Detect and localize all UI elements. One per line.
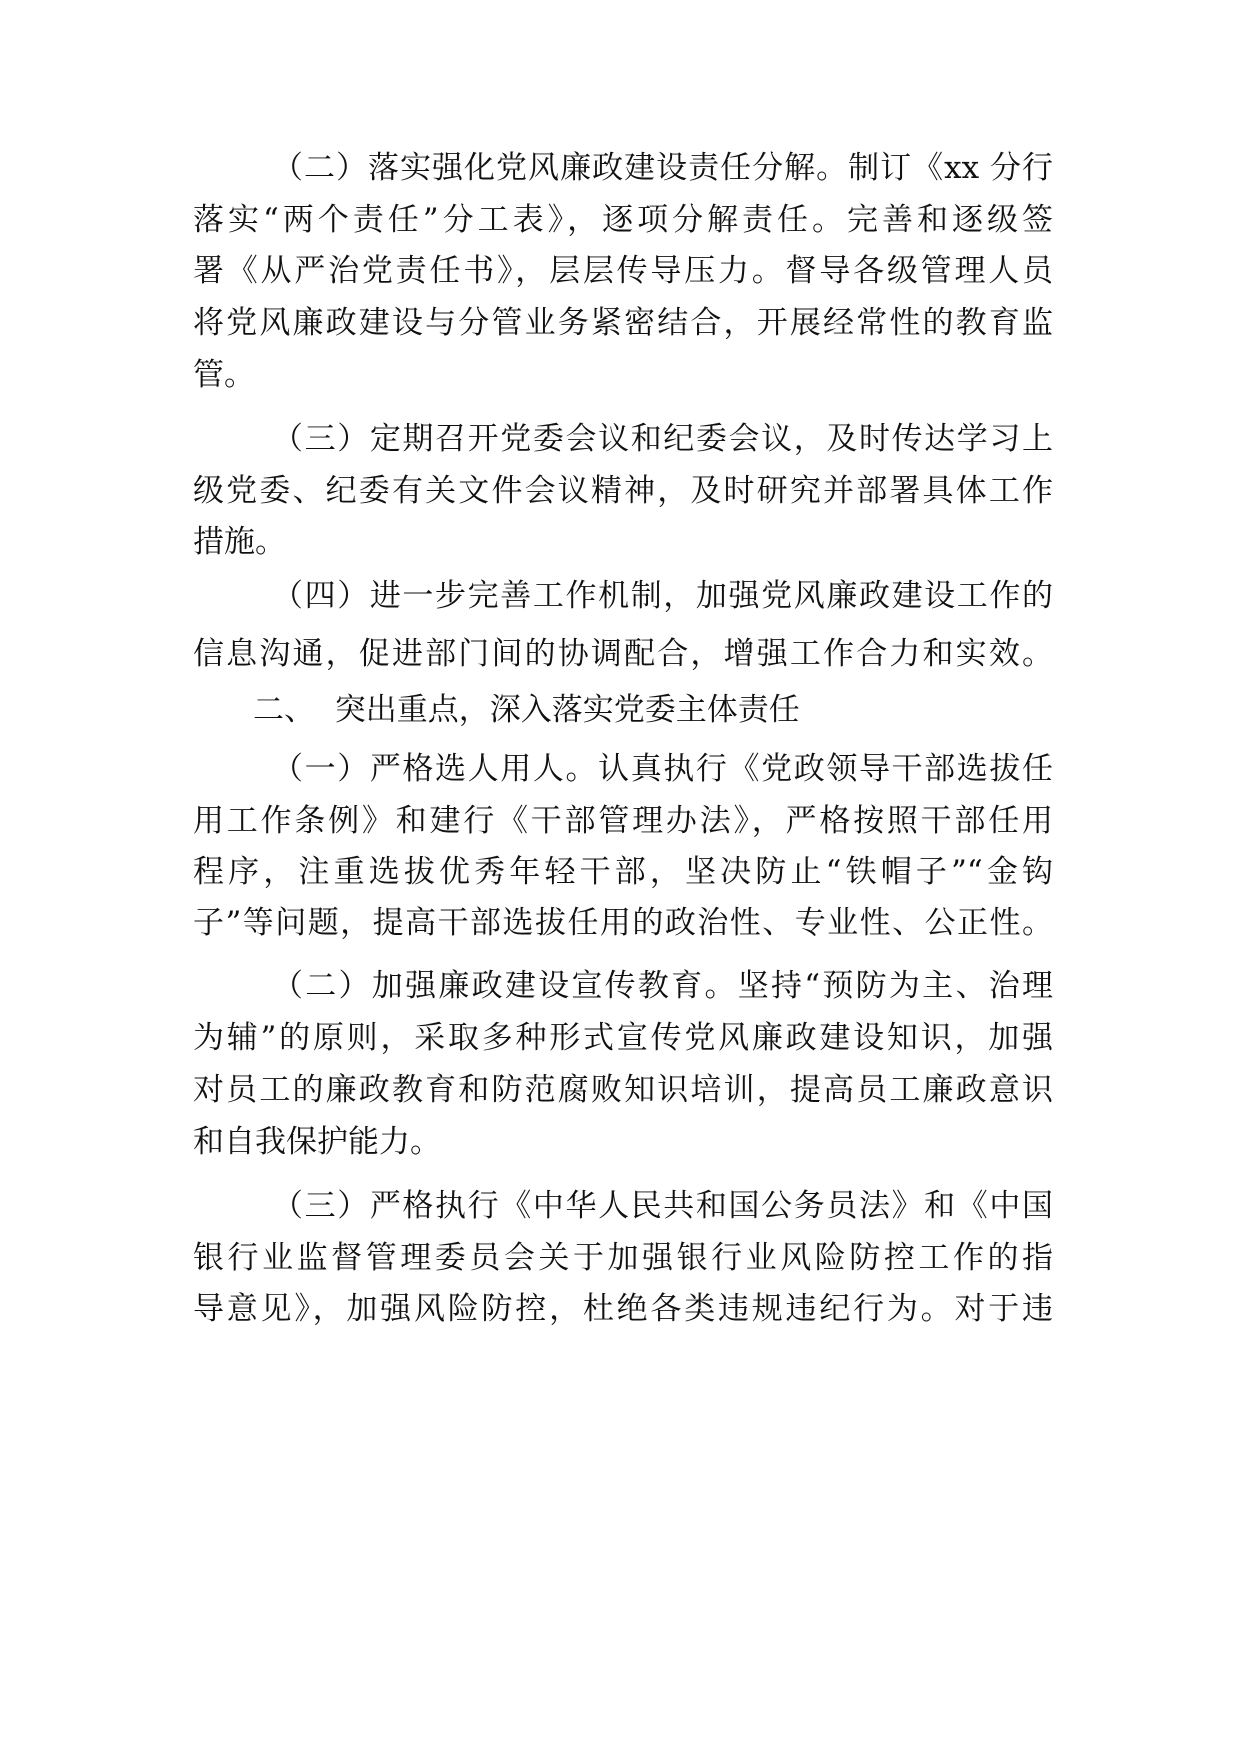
paragraph-line: 和自我保护能力。: [193, 1124, 441, 1160]
paragraph-line: 为辅”的原则，采取多种形式宣传党风廉政建设知识，加强: [193, 1020, 1053, 1056]
paragraph-line: 落实“两个责任”分工表》，逐项分解责任。完善和逐级签: [193, 202, 1053, 238]
paragraph-line: 级党委、纪委有关文件会议精神，及时研究并部署具体工作: [193, 473, 1053, 509]
paragraph-line: （二）落实强化党风廉政建设责任分解。制订《xx 分行: [272, 150, 1053, 186]
paragraph-line: 程序，注重选拔优秀年轻干部，坚决防止“铁帽子”“金钩: [193, 854, 1053, 890]
paragraph-line: （二）加强廉政建设宣传教育。坚持“预防为主、治理: [272, 968, 1053, 1004]
paragraph-line: 导意见》，加强风险防控，杜绝各类违规违纪行为。对于违: [193, 1291, 1053, 1327]
paragraph-line: 将党风廉政建设与分管业务紧密结合，开展经常性的教育监: [193, 305, 1053, 341]
paragraph-line: 子”等问题，提高干部选拔任用的政治性、专业性、公正性。: [193, 905, 1053, 941]
paragraph-line: 措施。: [193, 524, 286, 560]
section-heading: 二、 突出重点，深入落实党委主体责任: [253, 692, 800, 728]
paragraph-line: （三）严格执行《中华人民共和国公务员法》和《中国: [272, 1188, 1053, 1224]
paragraph-line: 署《从严治党责任书》，层层传导压力。督导各级管理人员: [193, 253, 1053, 289]
paragraph-line: 信息沟通，促进部门间的协调配合，增强工作合力和实效。: [193, 636, 1053, 672]
paragraph-line: 管。: [193, 357, 255, 393]
paragraph-line: （一）严格选人用人。认真执行《党政领导干部选拔任: [272, 751, 1053, 787]
paragraph-line: 用工作条例》和建行《干部管理办法》，严格按照干部任用: [193, 803, 1053, 839]
paragraph-line: （四）进一步完善工作机制，加强党风廉政建设工作的: [272, 578, 1053, 614]
paragraph-line: （三）定期召开党委会议和纪委会议，及时传达学习上: [272, 421, 1053, 457]
paragraph-line: 对员工的廉政教育和防范腐败知识培训，提高员工廉政意识: [193, 1072, 1053, 1108]
paragraph-line: 银行业监督管理委员会关于加强银行业风险防控工作的指: [193, 1240, 1053, 1276]
